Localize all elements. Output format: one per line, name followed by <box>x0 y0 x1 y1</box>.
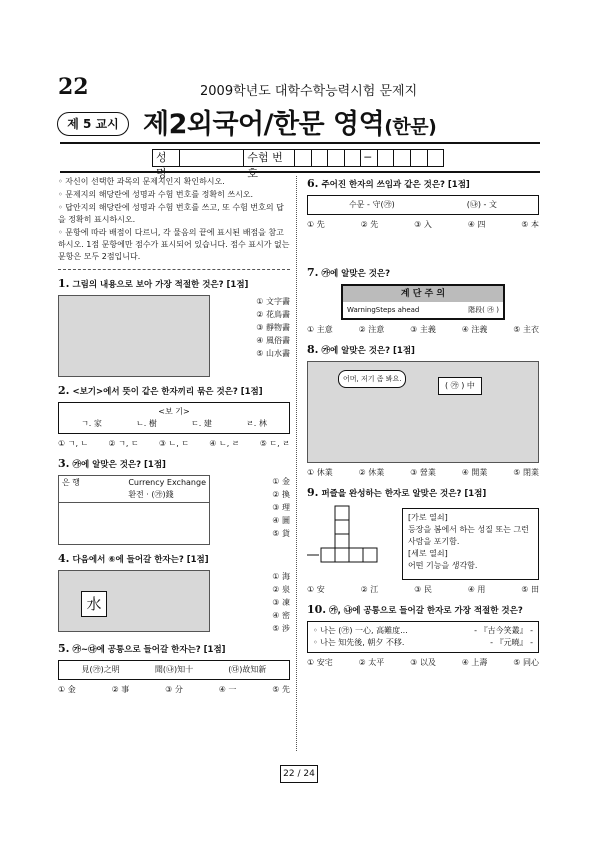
crossword-grid <box>307 504 387 580</box>
q8-options <box>307 467 539 479</box>
q7-options <box>307 324 539 336</box>
question-2: 2. <보기>에서 뜻이 같은 한자끼리 묶은 것은? [1점] <box>58 384 263 397</box>
option[interactable]: ① 文字畵 <box>256 297 290 306</box>
option[interactable]: ④ 用 <box>467 585 486 594</box>
column-divider <box>296 176 297 751</box>
question-5: 5. ㉮~㉰에 공통으로 들어갈 한자는? [1점] <box>58 642 226 655</box>
q6-options <box>307 219 539 231</box>
option[interactable]: ④ 密 <box>272 611 290 620</box>
option[interactable]: ② 先 <box>360 220 379 229</box>
option[interactable]: ⑤ 先 <box>272 685 290 694</box>
option[interactable]: ① 安宅 <box>307 658 333 667</box>
question-7: 7. ㉮에 알맞은 것은? <box>307 266 391 279</box>
option[interactable]: ③ 營業 <box>410 468 436 477</box>
option[interactable]: ③ 分 <box>165 685 183 694</box>
option[interactable]: ② 注意 <box>358 325 385 334</box>
q1-options <box>256 295 290 377</box>
session-badge: 제 5 교시 <box>57 112 129 136</box>
q9-options <box>307 584 539 596</box>
option[interactable]: ② 泉 <box>272 585 290 594</box>
question-1: 1. 그림의 내용으로 보아 가장 적절한 것은? [1점] <box>58 277 249 290</box>
q10-options <box>307 657 539 669</box>
option[interactable]: ① ㄱ, ㄴ <box>58 439 89 448</box>
question-10: 10. ㉮, ㉯에 공통으로 들어갈 한자로 가장 적절한 것은? <box>307 603 523 616</box>
notice-list <box>58 176 290 263</box>
q6-box: 수문 - 守(㉮) (㉯) - 文 <box>307 195 539 215</box>
q5-options <box>58 684 290 696</box>
option[interactable]: ⑤ 田 <box>521 585 539 594</box>
notice-item: ◦ 문제지의 해당란에 성명과 수험 번호를 정확히 쓰시오. <box>58 190 254 199</box>
footer-page: 22 / 24 <box>280 765 318 783</box>
landscape-painting-image <box>58 295 210 377</box>
option[interactable]: ③ ㄴ, ㄷ <box>158 439 190 448</box>
option[interactable]: ⑤ 山水畵 <box>256 349 290 358</box>
q2-options <box>58 438 290 450</box>
exam-year-title: 2009학년도 대학수학능력시험 문제지 <box>200 84 418 99</box>
page-number: 22 <box>58 74 89 100</box>
option[interactable]: ④ 一 <box>218 685 237 694</box>
option[interactable]: ② 太平 <box>358 658 385 667</box>
question-8: 8. ㉮에 알맞은 것은? [1점] <box>307 343 415 356</box>
subject-title <box>143 102 436 141</box>
notice-item: ◦ 답안지의 해당란에 성명과 수험 번호를 쓰고, 또 수험 번호의 답을 정확히 표시하시오. <box>58 203 284 224</box>
street-scene-image: 어머, 저기 좀 봐요. ( ㉮ ) 中 <box>307 361 539 463</box>
question-9: 9. 퍼즐을 완성하는 한자로 알맞은 것은? [1점] <box>307 486 487 499</box>
right-column <box>307 176 539 669</box>
q3-options <box>272 475 290 545</box>
notice-item: ◦ 자신이 선택한 과목의 문제지인지 확인하시오. <box>58 177 225 186</box>
option[interactable]: ① 安 <box>307 585 325 594</box>
question-3: 3. ㉮에 알맞은 것은? [1점] <box>58 457 166 470</box>
option[interactable]: ① 海 <box>272 572 290 581</box>
option[interactable]: ② 事 <box>111 685 130 694</box>
title-rule <box>60 142 540 144</box>
option[interactable]: ④ 四 <box>467 220 486 229</box>
question-4: 4. 다음에서 ⑥에 들어갈 한자는? [1점] <box>58 552 209 565</box>
subject-sub: (한문) <box>384 116 437 138</box>
q2-box: <보 기> ㄱ. 家 ㄴ. 樹 ㄷ. 建 ㄹ. 林 <box>58 402 290 434</box>
option[interactable]: ① 金 <box>272 477 290 486</box>
option[interactable]: ③ 主義 <box>410 325 436 334</box>
option[interactable]: ⑤ 同心 <box>513 658 539 667</box>
option[interactable]: ① 休業 <box>307 468 333 477</box>
option[interactable]: ④ 注義 <box>461 325 488 334</box>
name-label: 성명 <box>153 150 180 166</box>
bank-scene-image: 은 행 Currency Exchange 환전 · (㉮)錢 <box>58 475 210 545</box>
notice-item: ◦ 문항에 따라 배점이 다르니, 각 물음의 끝에 표시된 배점을 참고하시오. 1점 문항에만 점수가 표시되어 있습니다. 점수 표시가 없는 문항은 모두 2점입니다. <box>58 228 290 261</box>
option[interactable]: ⑤ 主衣 <box>513 325 539 334</box>
option[interactable]: ④ 上壽 <box>461 658 488 667</box>
option[interactable]: ① 金 <box>58 685 76 694</box>
game-screen-image: 水 <box>58 570 210 632</box>
option[interactable]: ④ 開業 <box>461 468 488 477</box>
option[interactable]: ③ 靜物畵 <box>256 323 290 332</box>
option[interactable]: ⑤ 閉業 <box>513 468 539 477</box>
option[interactable]: ② 江 <box>360 585 379 594</box>
option[interactable]: ② 換 <box>272 490 290 499</box>
q9-hints: [가로 열쇠] 등장을 봄에서 하는 성질 또는 그런 사람을 포기함. [세로 열쇠] 어떤 기능을 생각함. <box>402 508 539 580</box>
option[interactable]: ④ 風俗畵 <box>256 336 290 345</box>
option[interactable]: ③ 入 <box>414 220 432 229</box>
id-rule <box>60 171 540 173</box>
option[interactable]: ⑤ 本 <box>521 220 539 229</box>
question-6: 6. 주어진 한자의 쓰임과 같은 것은? [1점] <box>307 177 470 190</box>
left-column <box>58 176 290 696</box>
option[interactable]: ③ 理 <box>272 503 290 512</box>
option[interactable]: ③ 凍 <box>272 598 290 607</box>
q10-box: ◦ 나는 (㉮) 一心, 高難度... - 『古今笑叢』 - ◦ 나는 知先後, 朝夕 不移. - 『元曉』 - <box>307 621 539 653</box>
option[interactable]: ③ 以及 <box>410 658 436 667</box>
option[interactable]: ① 主意 <box>307 325 333 334</box>
name-field[interactable] <box>180 150 244 166</box>
caution-sign: 계 단 주 의 WarningSteps ahead 階段( ㉮ ) <box>341 284 505 320</box>
q5-box: 見(㉮)之明 聞(㉯)知十 (㉰)故知新 <box>58 660 290 680</box>
option[interactable]: ⑤ 涉 <box>272 624 290 633</box>
option[interactable]: ⑤ 貨 <box>272 529 290 538</box>
option[interactable]: ① 先 <box>307 220 325 229</box>
option[interactable]: ② 花鳥畵 <box>256 310 290 319</box>
option[interactable]: ④ 圖 <box>272 516 290 525</box>
option[interactable]: ③ 民 <box>414 585 432 594</box>
option[interactable]: ② 休業 <box>358 468 385 477</box>
option[interactable]: ② ㄱ, ㄷ <box>108 439 139 448</box>
option[interactable]: ⑤ ㄷ, ㄹ <box>259 439 290 448</box>
id-bar: 성명 수험 번호 ─ <box>152 149 444 167</box>
option[interactable]: ④ ㄴ, ㄹ <box>209 439 240 448</box>
exam-no-label: 수험 번호 <box>244 150 295 166</box>
subject-main: 제2외국어/한문 영역 <box>143 109 385 140</box>
q4-options <box>272 570 290 635</box>
